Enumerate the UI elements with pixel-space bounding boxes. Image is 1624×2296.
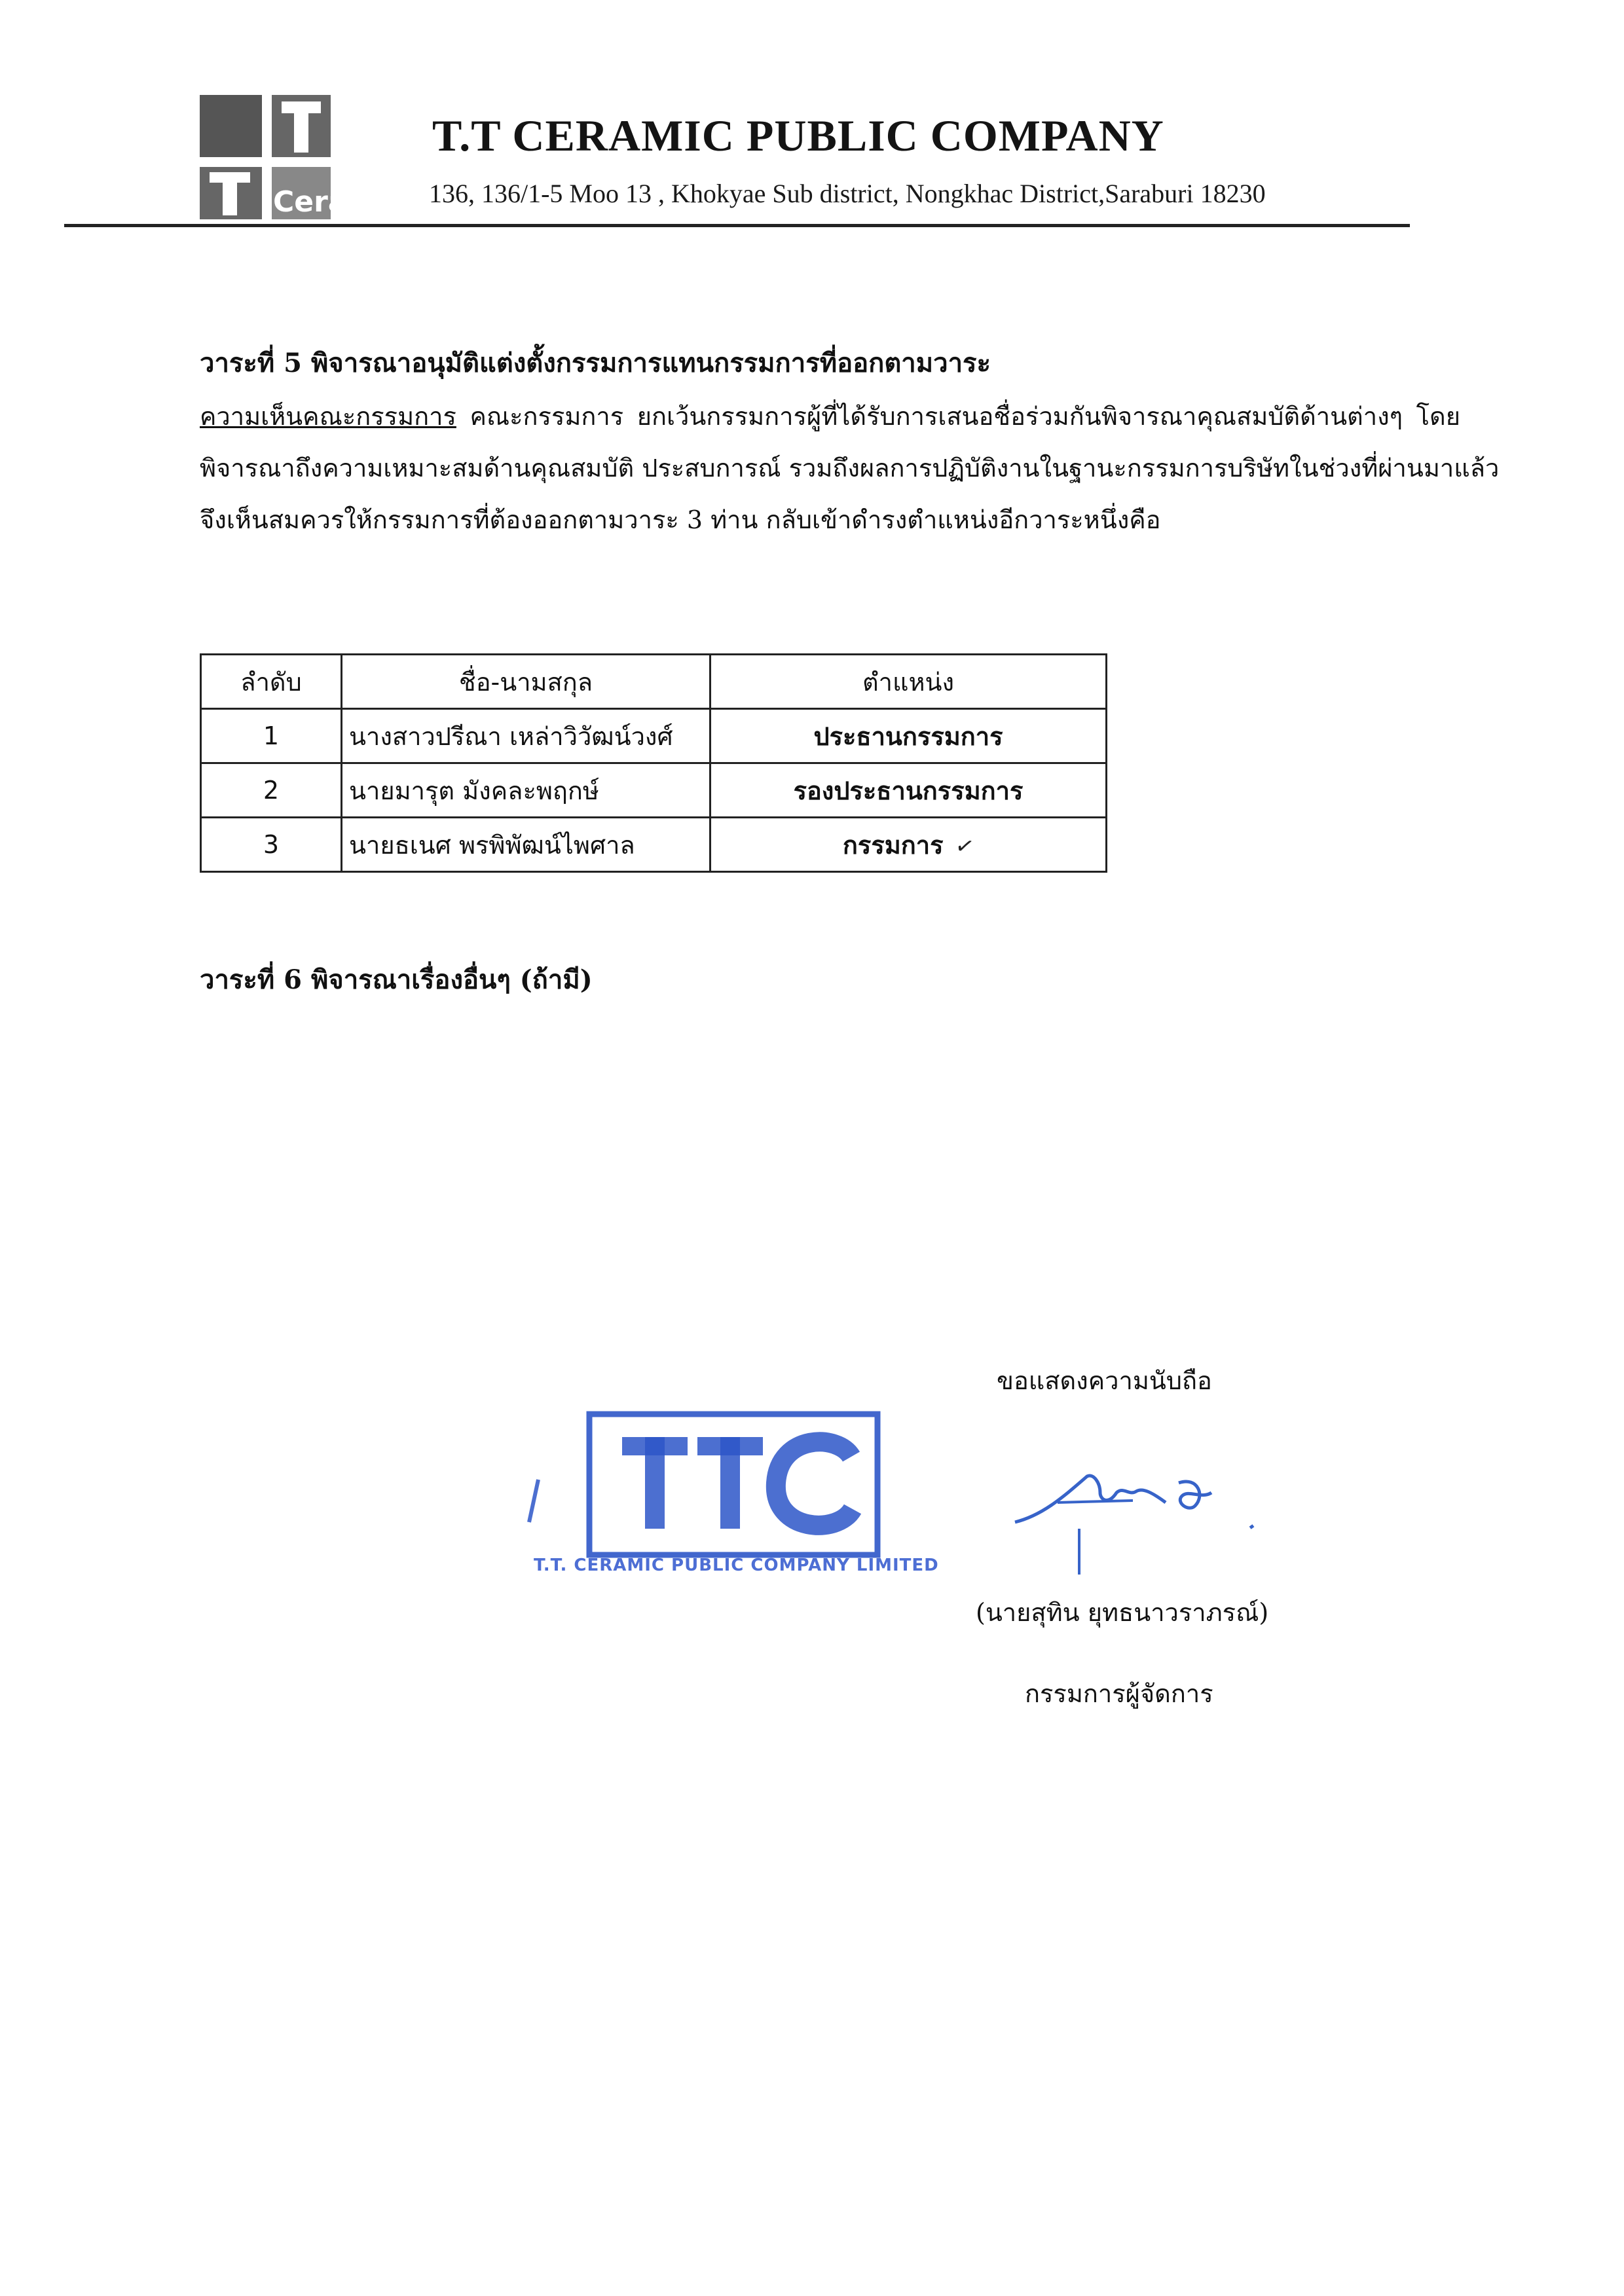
row-name: นายมารุต มังคละพฤกษ์ [342, 763, 710, 818]
row-number: 3 [201, 818, 342, 872]
row-number: 2 [201, 763, 342, 818]
company-address: 136, 136/1-5 Moo 13 , Khokyae Sub district, Nongkhac District,Saraburi 18230 [429, 179, 1266, 208]
row-position [710, 763, 1107, 818]
handwritten-tick-icon: ✓ [952, 831, 976, 862]
table-row [201, 709, 1107, 763]
paragraph-word: คณะกรรมการ [470, 402, 624, 431]
directors-table [200, 653, 1107, 873]
row-position [710, 709, 1107, 763]
header-number: ลำดับ [201, 655, 342, 709]
row-name: นายธเนศ พรพิพัฒน์ไพศาล [342, 818, 710, 872]
table-row [201, 818, 1107, 872]
position-text: รองประธานกรรมการ [793, 776, 1024, 805]
paragraph-word: โดย [1416, 402, 1460, 431]
closing-text: ขอแสดงความนับถือ [997, 1366, 1212, 1395]
header-name: ชื่อ-นามสกุล [342, 655, 710, 709]
header-divider [64, 224, 1410, 227]
header-position: ตำแหน่ง [710, 655, 1107, 709]
row-number: 1 [201, 709, 342, 763]
table-row [201, 763, 1107, 818]
stamp-caption: T.T. CERAMIC PUBLIC COMPANY LIMITED [534, 1556, 939, 1575]
position-text: ประธานกรรมการ [813, 721, 1003, 751]
company-name: T.T CERAMIC PUBLIC COMPANY [432, 111, 1164, 160]
handwritten-signature [1002, 1447, 1264, 1578]
signer-title: กรรมการผู้จัดการ [1025, 1679, 1213, 1708]
agenda-5-paragraph-line-1 [200, 396, 1460, 436]
table-header-row [201, 655, 1107, 709]
agenda-5-paragraph-line-2: พิจารณาถึงความเหมาะสมด้านคุณสมบัติ ประสบการณ์ รวมถึงผลการปฏิบัติงานในฐานะกรรมการบริษัทในช่วงที่ผ่านมาแล้ว [200, 454, 1500, 483]
logo-text: Ceramic [273, 185, 405, 219]
agenda-5-paragraph-line-3: จึงเห็นสมควรให้กรรมการที่ต้องออกตามวาระ 3 ท่าน กลับเข้าดำรงตำแหน่งอีกวาระหนึ่งคือ [200, 505, 1161, 534]
signer-name: (นายสุทิน ยุทธนาวราภรณ์) [976, 1598, 1269, 1627]
row-position [710, 818, 1107, 872]
row-name: นางสาวปรีณา เหล่าวิวัฒน์วงศ์ [342, 709, 710, 763]
company-logo [200, 95, 435, 219]
agenda-5-heading: วาระที่ 5 พิจารณาอนุมัติแต่งตั้งกรรมการแทนกรรมการที่ออกตามวาระ [200, 348, 991, 378]
board-opinion-label: ความเห็นคณะกรรมการ [200, 402, 456, 431]
agenda-6-heading: วาระที่ 6 พิจารณาเรื่องอื่นๆ (ถ้ามี) [200, 964, 593, 995]
paragraph-word: ยกเว้นกรรมการผู้ที่ได้รับการเสนอชื่อร่วมกันพิจารณาคุณสมบัติด้านต่างๆ [637, 402, 1403, 431]
position-text: กรรมการ [842, 830, 944, 860]
